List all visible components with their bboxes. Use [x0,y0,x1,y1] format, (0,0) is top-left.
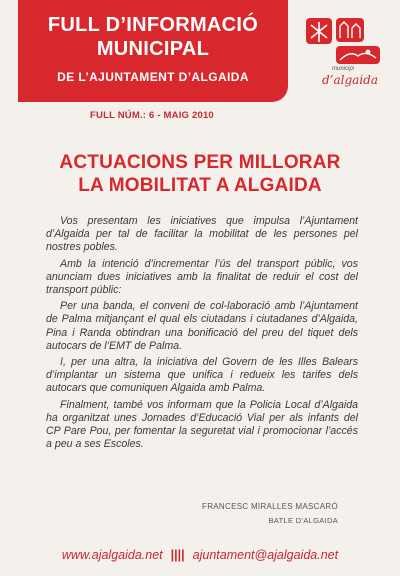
header-title-line1: FULL D’INFORMACIÓ [47,14,259,36]
article-body [46,215,358,454]
footer-contact [0,548,400,562]
header-banner [18,0,288,102]
article-title [20,151,380,197]
article-paragraph: Finalment, també vos informam que la Policia Local d’Algaida ha organitzat unes Jornades d’Educació Vial per als infants del CP Pare Pou, per fomentar la seguretat vial i promocionar l’accés a peu a ses Escoles. [46,398,358,451]
issue-number: FULL NÚM.: 6 - MAIG 2010 [90,110,214,121]
article-paragraph: I, per una altra, la iniciativa del Govern de les Illes Balears d’implantar un sistema que unifica i redueix les tarifes dels autocars que comuniquen Algaida amb Palma. [46,356,358,395]
logo-name: d’algaida [322,73,378,87]
signature-role: BATLE D’ALGAIDA [268,516,338,525]
article-title-line1: ACTUACIONS PER MILLORAR [59,152,341,173]
header-title-line2: MUNICIPAL [96,38,210,60]
logo-emblem-icon [302,14,386,70]
header-subtitle: DE L’AJUNTAMENT D’ALGAIDA [57,70,249,84]
website-link[interactable]: www.ajalgaida.net [61,548,163,562]
article-title-line2: LA MOBILITAT A ALGAIDA [78,175,322,196]
logo-small-text: municipi [332,66,355,72]
signature-name: FRANCESC MIRALLES MASCARÓ [202,502,338,511]
email-link[interactable]: ajuntament@ajalgaida.net [192,548,339,562]
article-paragraph: Vos presentam les iniciatives que impulsa l’Ajuntament d’Algaida per tal de facilitar la mobilitat de les persones pel nostres pobles. [46,215,358,254]
footer-separator: |||| [170,548,185,562]
article-paragraph: Per una banda, el conveni de col-laboració amb l’Ajuntament de Palma mitjançant el qual els ciutadans i ciutadanes d’Algaida, Pina i Randa obtindran una bonificació del preu del tiquet dels autocars de l’EMT de Palma. [46,300,358,352]
municipal-logo [302,14,386,98]
article-paragraph: Amb la intenció d’incrementar l’ús del transport públic, vos anunciam dues iniciatives amb la finalitat de reduir el cost del transport públic: [46,257,358,297]
